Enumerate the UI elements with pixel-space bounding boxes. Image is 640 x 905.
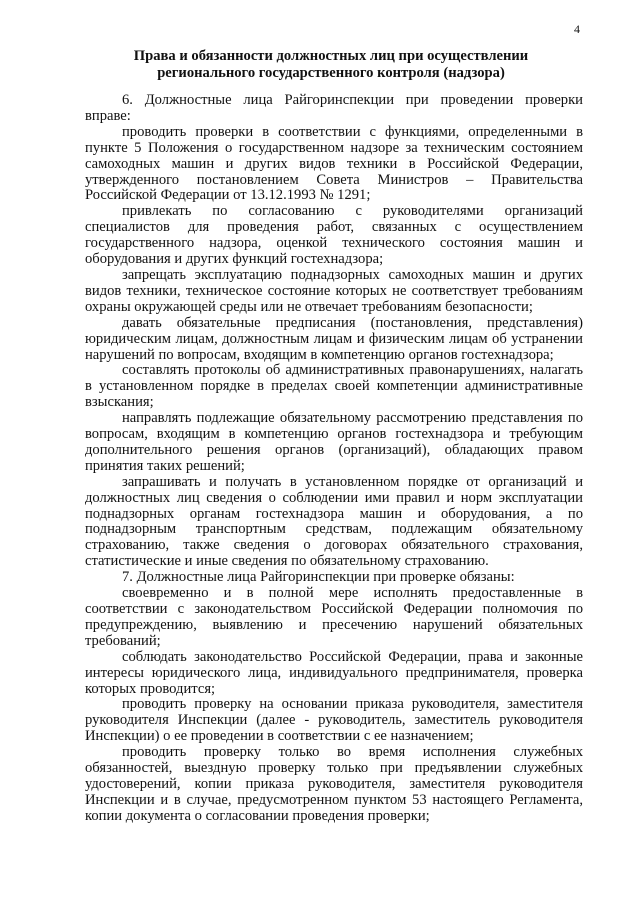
document-body xyxy=(85,93,583,825)
paragraph-draw-protocols: составлять протоколы об административных правонарушениях, налагать в установленном порядке в пределах своей компетенции административные взыскания; xyxy=(85,362,583,411)
section-title xyxy=(72,48,590,82)
paragraph-duty-time: проводить проверку только во время исполнения служебных обязанностей, выездную проверку только при предъявлении служебных удостоверений, копии приказа руководителя, заместителя руководителя Инспекции и в случае, предусмотренном пунктом 53 настоящего Регламента, копии документа о согласовании проведения проверки; xyxy=(85,744,583,824)
paragraph-conduct-inspections: проводить проверки в соответствии с функциями, определенными в пункте 5 Положения о государственном надзоре за техническим состоянием самоходных машин и других видов техники в Российской Федерации, утвержденного постановлением Совета Министров – Правительства Российской Федерации от 13.12.1993 № 1291; xyxy=(85,123,583,204)
paragraph-observe-law: соблюдать законодательство Российской Федерации, права и законные интересы юридического лица, индивидуального предпринимателя, проверка которых проводится; xyxy=(85,648,583,697)
page-number: 4 xyxy=(574,22,580,36)
paragraph-involve-specialists: привлекать по согласованию с руководителями организаций специалистов для проведения работ, связанных с осуществлением государственного надзора, оценкой технического состояния машин и оборудования и других функций гостехнадзора; xyxy=(85,203,583,268)
paragraph-7-intro: 7. Должностные лица Райгоринспекции при проверке обязаны: xyxy=(122,569,515,586)
paragraph-issue-orders: давать обязательные предписания (постановления, представления) юридическим лицам, должностным лицам и физическим лицам об устранении нарушений по вопросам, входящим в компетенцию органов гостехнадзора; xyxy=(85,314,583,363)
paragraph-6-intro: 6. Должностные лица Райгоринспекции при проведении проверки вправе: xyxy=(85,92,583,124)
paragraph-send-representations: направлять подлежащие обязательному рассмотрению представления по вопросам, входящим в компетенцию органов гостехнадзора и требующим дополнительного решения органов (организаций), обладающих правом принятия таких решений; xyxy=(85,410,583,474)
paragraph-prohibit-operation: запрещать эксплуатацию поднадзорных самоходных машин и других видов техники, техническое состояние которых не соответствует требованиям охраны окружающей среды или не отвечает требованиям безопасности; xyxy=(85,266,583,315)
paragraph-exercise-powers: своевременно и в полной мере исполнять предоставленные в соответствии с законодательством Российской Федерации полномочия по предупреждению, выявлению и пресечению нарушений обязательных требований; xyxy=(85,585,583,649)
paragraph-request-information: запрашивать и получать в установленном порядке от организаций и должностных лиц сведения о соблюдении ими правил и норм эксплуатации поднадзорных органам гостехнадзора машин и оборудования, а по поднадзорным транспортным средствам, подлежащим обязательному страхованию, также сведения о договорах обязательного страхования, статистические и иные сведения по обязательному страхованию. xyxy=(85,473,583,570)
section-title-line-1: Права и обязанности должностных лиц при осуществлении xyxy=(133,48,529,64)
section-title-line-2: регионального государственного контроля (надзора) xyxy=(157,65,505,81)
paragraph-inspection-order: проводить проверку на основании приказа руководителя, заместителя руководителя Инспекции (далее - руководитель, заместитель руководителя Инспекции) о ее проведении в соответствии с ее назначением; xyxy=(85,696,583,745)
